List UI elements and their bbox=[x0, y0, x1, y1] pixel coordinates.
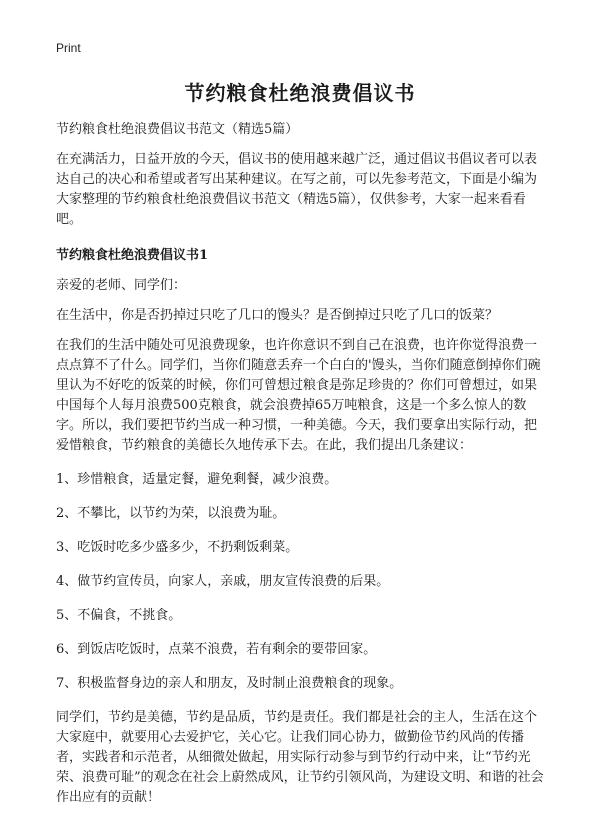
question-paragraph: 在生活中，你是否扔掉过只吃了几口的馒头？是否倒掉过只吃了几口的饭菜？ bbox=[56, 308, 499, 323]
greeting-paragraph: 亲爱的老师、同学们： bbox=[56, 278, 187, 293]
suggestion-list bbox=[56, 470, 544, 694]
list-item: 1、珍惜粮食，适量定餐，避免剩餐，减少浪费。 bbox=[56, 472, 338, 487]
list-item: 7、积极监督身边的亲人和朋友，及时制止浪费粮食的现象。 bbox=[56, 676, 403, 691]
list-item: 2、不攀比，以节约为荣，以浪费为耻。 bbox=[56, 506, 286, 521]
closing-paragraph: 同学们，节约是美德，节约是品质，节约是责任。我们都是社会的主人，生活在这个大家庭中，就要用心去爱护它，关心它。让我们同心协力，做勤俭节约风尚的传播者，实践者和示范者，从细微处做起，用实际行动参与到节约行动中来，让“节约光荣、浪费可耻”的观念在社会上蔚然成风，让节约引领风尚，为建设文明、和谐的社会作出应有的贡献！ bbox=[56, 710, 544, 805]
body-paragraph: 在我们的生活中随处可见浪费现象，也许你意识不到自己在浪费，也许你觉得浪费一点点算不了什么。同学们，当你们随意丢弃一个白白的'馒头，当你们随意倒掉你们碗里认为不好吃的饭菜的时候，你们可曾想过粮食是弥足珍贵的？你们可曾想过，如果中国每个人每月浪费500克粮食，就会浪费掉65万吨粮食，这是一个多么惊人的数字。所以，我们要把节约当成一种习惯，一种美德。今天，我们要拿出实际行动，把爱惜粮食，节约粮食的美德长久地传承下去。在此，我们提出几条建议： bbox=[56, 338, 541, 453]
list-item: 5、不偏食，不挑食。 bbox=[56, 608, 182, 623]
section-heading: 节约粮食杜绝浪费倡议书1 bbox=[56, 248, 209, 263]
list-item: 6、到饭店吃饭时，点菜不浪费，若有剩余的要带回家。 bbox=[56, 642, 377, 657]
list-item: 4、做节约宣传员，向家人，亲戚，朋友宣传浪费的后果。 bbox=[56, 574, 390, 589]
document-title: 节约粮食杜绝浪费倡议书 bbox=[184, 81, 416, 105]
intro-paragraph: 在充满活力，日益开放的今天，倡议书的使用越来越广泛，通过倡议书倡议者可以表达自己的决心和希望或者写出某种建议。在写之前，可以先参考范文，下面是小编为大家整理的节约粮食杜绝浪费倡议书范文（精选5篇），仅供参考，大家一起来看看吧。 bbox=[56, 152, 538, 227]
document-subtitle: 节约粮食杜绝浪费倡议书范文（精选5篇） bbox=[56, 122, 299, 137]
print-link[interactable]: Print bbox=[56, 41, 81, 55]
list-item: 3、吃饭时吃多少盛多少，不扔剩饭剩菜。 bbox=[56, 540, 299, 555]
